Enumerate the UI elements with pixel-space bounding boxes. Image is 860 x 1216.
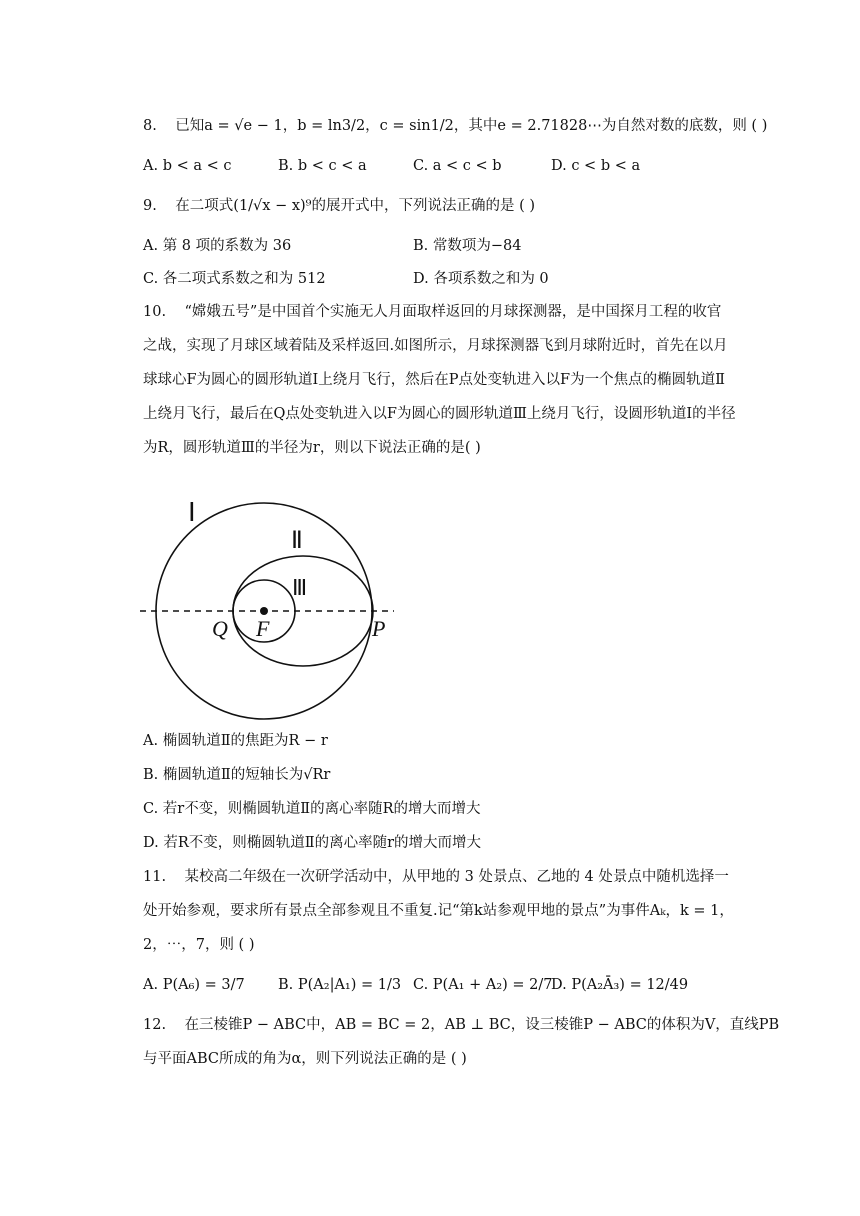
q10-text-1: “嫦娥五号”是中国首个实施无人月面取样返回的月球探测器，是中国探月工程的收官 [184, 304, 722, 320]
q8-option-c: C. a < c < b [413, 158, 502, 174]
q8-number: 8. [143, 118, 157, 134]
q8-option-b: B. b < c < a [278, 158, 367, 174]
q12-stem-line-1 [143, 1015, 779, 1035]
q11-text-1: 某校高二年级在一次研学活动中，从甲地的 3 处景点、乙地的 4 处景点中随机选择一 [184, 869, 729, 885]
q10-option-b: B. 椭圆轨道Ⅱ的短轴长为√Rr [143, 767, 331, 783]
focus-point [260, 607, 268, 615]
q11-option-b: B. P(A₂|A₁) = 1/3 [278, 977, 402, 993]
q9-number: 9. [143, 198, 157, 214]
q8-option-d: D. c < b < a [551, 158, 641, 174]
q11-number: 11. [143, 869, 167, 885]
q11-option-d: D. P(A₂Ā₃) = 12/49 [551, 977, 689, 993]
q11-stem-line-1 [143, 867, 729, 887]
q9-text: 在二项式(1/√x − x)⁹的展开式中，下列说法正确的是 ( ) [175, 198, 536, 214]
q9-option-b: B. 常数项为−84 [413, 238, 522, 254]
q10-stem-line-5: 为R，圆形轨道Ⅲ的半径为r，则以下说法正确的是( ) [143, 440, 481, 456]
label-orbit-2: Ⅱ [291, 528, 303, 554]
q11-option-a: A. P(A₆) = 3/7 [143, 977, 245, 993]
q8-option-a: A. b < a < c [143, 158, 232, 174]
q11-option-c: C. P(A₁ + A₂) = 2/7 [413, 977, 553, 993]
q9-option-a: A. 第 8 项的系数为 36 [143, 238, 292, 254]
q8-text: 已知a = √e − 1，b = ln3/2，c = sin1/2，其中e = 2.71828⋯为自然对数的底数，则 ( ) [175, 118, 768, 134]
label-orbit-1: Ⅰ [188, 498, 196, 527]
q10-stem-line-4: 上绕月飞行，最后在Q点处变轨进入以F为圆心的圆形轨道Ⅲ上绕月飞行，设圆形轨道Ⅰ的半径 [143, 406, 736, 422]
q10-option-c: C. 若r不变，则椭圆轨道Ⅱ的离心率随R的增大而增大 [143, 801, 481, 817]
q11-stem-line-3: 2，⋯，7，则 ( ) [143, 937, 255, 953]
q9-stem [143, 196, 535, 216]
q10-number: 10. [143, 304, 167, 320]
q10-stem-line-1 [143, 302, 721, 322]
q12-text-1: 在三棱锥P − ABC中，AB = BC = 2，AB ⊥ BC，设三棱锥P − ABC的体积为V，直线PB [184, 1017, 780, 1033]
orbit-figure [136, 494, 398, 726]
q12-stem-line-2: 与平面ABC所成的角为α，则下列说法正确的是 ( ) [143, 1051, 467, 1067]
q10-stem-line-2: 之战，实现了月球区域着陆及采样返回.如图所示，月球探测器飞到月球附近时，首先在以月 [143, 338, 728, 354]
q8-stem [143, 116, 767, 136]
q11-stem-line-2: 处开始参观，要求所有景点全部参观且不重复.记“第k站参观甲地的景点”为事件Aₖ，k = 1， [143, 903, 734, 919]
q10-stem-line-3: 球球心F为圆心的圆形轨道Ⅰ上绕月飞行，然后在P点处变轨进入以F为一个焦点的椭圆轨道Ⅱ [143, 372, 725, 388]
label-f: F [256, 616, 270, 641]
q12-number: 12. [143, 1017, 167, 1033]
q10-option-d: D. 若R不变，则椭圆轨道Ⅱ的离心率随r的增大而增大 [143, 835, 482, 851]
label-p: P [372, 616, 386, 641]
q9-option-c: C. 各二项式系数之和为 512 [143, 271, 326, 287]
label-orbit-3: Ⅲ [292, 575, 308, 600]
q9-option-d: D. 各项系数之和为 0 [413, 271, 549, 287]
label-q: Q [212, 616, 228, 641]
q10-option-a: A. 椭圆轨道Ⅱ的焦距为R − r [143, 733, 328, 749]
